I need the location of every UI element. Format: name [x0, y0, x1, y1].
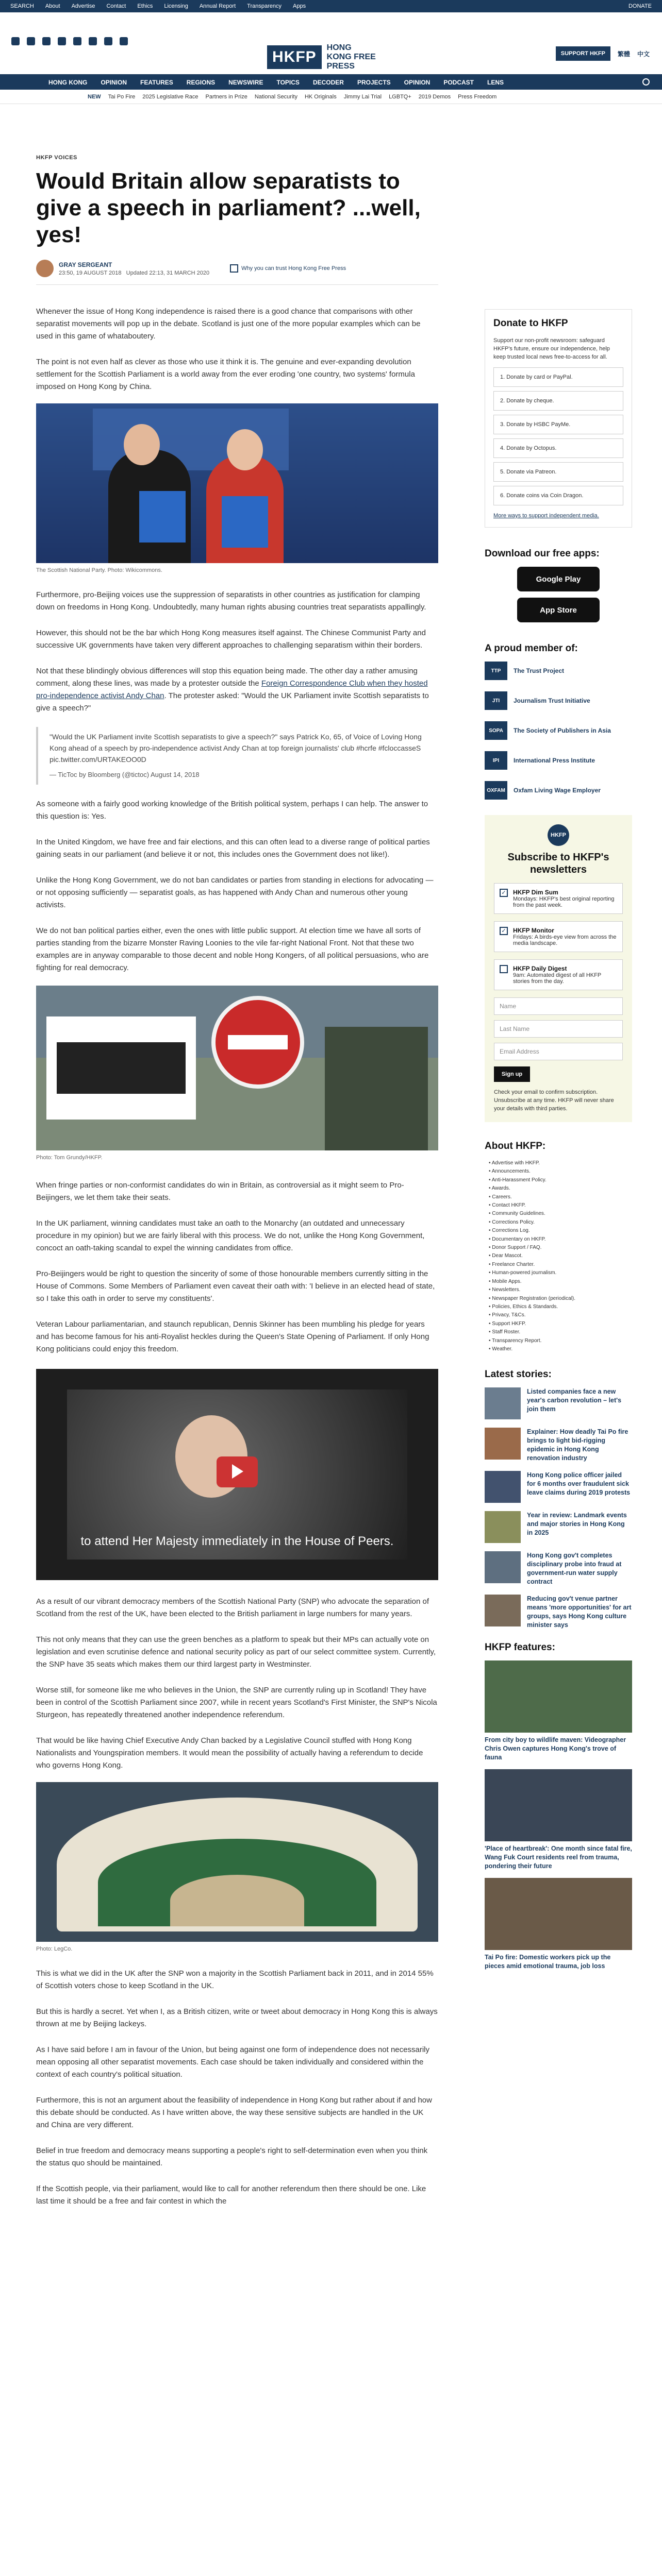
about-link[interactable]: • Careers. [489, 1194, 512, 1200]
donate-title: Donate to HKFP [493, 318, 568, 329]
paragraph: Pro-Beijingers would be right to question the sincerity of some of those honourable members currently sitting in the House of Commons. Some Members of Parliament even caveat their oath with: 'I believe in an elected head of state, so I take this oath in order to serve my constituents'. [36, 1269, 435, 1303]
feature-headline[interactable]: 'Place of heartbreak': One month since fatal fire, Wang Fuk Court residents reel from trauma, pondering their future [485, 1845, 632, 1870]
text-run: Not that these blindingly obvious differences will stop this equation being made. The other day a rather amusing comment, along these lines, was made by a protester outside the [36, 667, 418, 688]
features-widget [485, 1642, 632, 1971]
trust-icon [230, 264, 238, 273]
about-link[interactable]: • Human-powered journalism. [489, 1270, 557, 1276]
newsletter-logo: HKFP [548, 824, 569, 846]
latest-list [485, 1387, 632, 1630]
updated-date: Updated 22:13, 31 MARCH 2020 [126, 269, 210, 276]
about-link[interactable]: • Dear Mascot. [489, 1253, 523, 1259]
nav-item[interactable]: LENS [487, 79, 504, 86]
paragraph: As I have said before I am in favour of the Union, but being against one form of independence does not necessarily mean opposing all other separatist movements. Each case should be taken individually and considered within the context of each country's political situation. [36, 2045, 429, 2079]
first-name-input[interactable]: Name [494, 997, 623, 1015]
figure-legco [36, 1782, 438, 1952]
paragraph: Worse still, for someone like me who believes in the Union, the SNP are currently ruling up in Scotland! They have been in control of the Scottish Parliament since 2007, while in recent years Scotland's First Minister, the SNP's Nicola Sturgeon, has repeatedly threatened another independence referendum. [36, 1686, 437, 1719]
latest-story[interactable] [485, 1471, 632, 1503]
topbar-donate[interactable]: DONATE [628, 3, 652, 9]
paragraph: The point is not even half as clever as those who use it think it is. The genuine and ever-expanding devolution settlement for the Scottish Parliament is a world away from the ever eroding 'one country, two systems' formula imposed on Hong Kong by China. [36, 358, 415, 391]
tweet-meta[interactable]: — TicToc by Bloomberg (@tictoc) August 14, 2018 [49, 771, 200, 778]
caption: Photo: LegCo. [36, 1946, 73, 1952]
newsletter-desc: 9am: Automated digest of all HKFP stories from the day. [513, 972, 601, 985]
main-nav [0, 74, 662, 90]
language-link[interactable]: 繁體 [617, 50, 630, 58]
donate-option[interactable]: 4. Donate by Octopus. [493, 438, 623, 458]
checkbox[interactable]: ✓ [500, 927, 508, 935]
paragraph: Belief in true freedom and democracy means supporting a people's right to self-determination even when you think the status quo should be maintained. [36, 2146, 428, 2167]
trending-link[interactable]: HK Originals [304, 94, 337, 100]
story-headline[interactable]: Reducing gov't venue partner means 'more opportunities' for art groups, says Hong Kong culture minister says [527, 1595, 632, 1629]
trending-link[interactable]: National Security [254, 94, 297, 100]
member-title: A proud member of: [485, 643, 578, 654]
latest-story[interactable] [485, 1511, 632, 1543]
search-icon[interactable] [642, 78, 650, 86]
donate-option[interactable]: 3. Donate by HSBC PayMe. [493, 415, 623, 434]
features-list [485, 1660, 632, 1971]
social-icons [11, 37, 128, 45]
member-item[interactable] [485, 751, 632, 770]
tweet-text: "Would the UK Parliament invite Scottish separatists to give a speech?" says Patrick Ko, 65, of Voice of Loving Hong Kong ahead of a speech by pro-independence activist Andy Chan at top foreign journalists' club #hcrfe #fcloccasseS pic.twitter.com/URTAKEOO0D [49, 733, 422, 764]
x-icon[interactable] [27, 37, 35, 45]
about-link[interactable]: • Donor Support / FAQ. [489, 1245, 542, 1251]
trust-link[interactable] [230, 264, 346, 273]
protest-photo[interactable] [36, 986, 438, 1150]
rss-icon[interactable] [120, 37, 128, 45]
member-label: Journalism Trust Initiative [514, 697, 590, 704]
newsletter-desc: Mondays: HKFP's best original reporting from the past week. [513, 896, 615, 908]
trending-link[interactable]: Partners in Prize [205, 94, 247, 100]
topbar-link[interactable]: Advertise [71, 3, 95, 9]
newsletter-desc: Fridays: A birds-eye view from across the media landscape. [513, 934, 617, 946]
story-headline[interactable]: Explainer: How deadly Tai Po fire brings to light bid-rigging epidemic in Hong Kong renovation industry [527, 1428, 628, 1462]
member-label: Oxfam Living Wage Employer [514, 787, 601, 794]
search-link[interactable]: SEARCH [10, 3, 34, 9]
legco-photo[interactable] [36, 1782, 438, 1942]
newsletter-widget [485, 815, 632, 1122]
trending-link[interactable]: 2019 Demos [418, 94, 451, 100]
paragraph: That would be like having Chief Executive Andy Chan backed by a Legislative Council stuffed with Hong Kong Nationalists and Youngspiration members. It would mean the possibility of actually having a referendum to decide who governs Hong Kong. [36, 1736, 423, 1770]
google-play-label: Google Play [536, 574, 581, 584]
story-headline[interactable]: Hong Kong police officer jailed for 6 months over fraudulent sick leave claims during 2019 protests [527, 1471, 631, 1497]
nav-item[interactable]: REGIONS [186, 79, 216, 86]
member-item[interactable] [485, 781, 632, 800]
paragraph: Unlike the Hong Kong Government, we do not ban candidates or parties from standing in elections for advocating — or not opposing sufficiently — separatist goals, as has happened with Andy Chan and numerous other young activists. [36, 876, 434, 909]
masthead [0, 12, 662, 74]
fcc-link[interactable]: Foreign Correspondence Club when they hosted pro-independence activist Andy Chan [36, 679, 428, 700]
about-link[interactable]: • Freelance Charter. [489, 1261, 535, 1267]
story-thumbnail[interactable] [485, 1511, 521, 1543]
story-headline[interactable]: Hong Kong gov't completes disciplinary probe into fraud at government-run water supply contract [527, 1552, 622, 1586]
threads-icon[interactable] [58, 37, 66, 45]
video-embed[interactable] [36, 1369, 438, 1580]
member-item[interactable] [485, 662, 632, 680]
linkedin-icon[interactable] [89, 37, 97, 45]
paragraph: Whenever the issue of Hong Kong independence is raised there is a good chance that comparisons with other separatist movements will pop up in the debate. Scotland is just one of the more popular examples which can be used in this game of whataboutery. [36, 307, 421, 341]
apps-title: Download our free apps: [485, 548, 600, 559]
story-thumbnail[interactable] [485, 1595, 521, 1626]
story-headline[interactable]: Year in review: Landmark events and major stories in Hong Kong in 2025 [527, 1512, 627, 1537]
caption: The Scottish National Party. Photo: Wikicommons. [36, 567, 162, 573]
nav-item[interactable]: TOPICS [276, 79, 300, 86]
feature-image[interactable] [485, 1660, 632, 1733]
nav-item[interactable]: PODCAST [443, 79, 474, 86]
member-logo: SOPA [485, 721, 507, 740]
trending-link[interactable]: Jimmy Lai Trial [343, 94, 382, 100]
topbar-link[interactable]: Transparency [247, 3, 282, 9]
topbar-link[interactable]: About [45, 3, 60, 9]
feature-image[interactable] [485, 1878, 632, 1950]
latest-title: Latest stories: [485, 1369, 552, 1380]
signup-button[interactable]: Sign up [494, 1066, 530, 1082]
app-store-button[interactable] [517, 598, 600, 622]
nav-item[interactable]: FEATURES [140, 79, 173, 86]
trending-bar [0, 90, 662, 104]
feature-headline[interactable]: Tai Po fire: Domestic workers pick up the pieces amid emotional trauma, job loss [485, 1954, 611, 1970]
donate-text: Support our non-profit newsroom: safeguard HKFP's future, ensure our independence, help keep trusted local news free-to-access for all. [493, 337, 610, 360]
newsletter-name: HKFP Monitor [513, 927, 554, 934]
top-utility-bar [0, 0, 662, 12]
about-link[interactable]: • Advertise with HKFP. [489, 1160, 540, 1166]
about-link[interactable]: • Privacy, T&Cs. [489, 1312, 526, 1318]
app-store-label: App Store [540, 605, 577, 615]
paragraph: In the UK parliament, winning candidates must take an oath to the Monarchy (an outdated and unnecessary procedure in my opinion) but we are fairly liberal with this process. We do not, unlike the Hong Kong Government, concoct an oath-taking scandal to expel the winning candidates from office. [36, 1219, 425, 1252]
about-link[interactable]: • Support HKFP. [489, 1320, 526, 1327]
donate-option[interactable]: 1. Donate by card or PayPal. [493, 367, 623, 387]
donate-option[interactable]: 6. Donate coins via Coin Dragon. [493, 486, 623, 505]
latest-story[interactable] [485, 1428, 632, 1463]
member-logo: JTI [485, 691, 507, 710]
divider [36, 284, 438, 285]
about-link[interactable]: • Documentary on HKFP. [489, 1236, 546, 1242]
video-subtitle: to attend Her Majesty immediately in the House of Peers. [80, 1534, 394, 1548]
about-title: About HKFP: [485, 1141, 546, 1151]
member-logo: IPI [485, 751, 507, 770]
paragraph: As someone with a fairly good working knowledge of the British political system, perhaps I can help. The answer to this question is: Yes. [36, 800, 428, 821]
publish-date: 23:50, 19 AUGUST 2018 [59, 269, 122, 276]
about-link[interactable]: • Newsletters. [489, 1287, 521, 1293]
member-label: The Trust Project [514, 667, 565, 674]
features-title: HKFP features: [485, 1642, 555, 1653]
topbar-link[interactable]: Contact [106, 3, 126, 9]
figure-protest [36, 986, 438, 1161]
donate-widget [485, 309, 632, 528]
site-logo[interactable] [267, 43, 378, 71]
paragraph: Furthermore, this is not an argument about the feasibility of independence in Hong Kong but rather about if and how this debate should be conducted. As I have written above, the way these sensitive subjects are handled in the UK and China are very different. [36, 2096, 432, 2129]
about-link[interactable]: • Corrections Log. [489, 1228, 530, 1234]
top-links [10, 3, 306, 9]
member-logo: TTP [485, 662, 507, 680]
about-link[interactable]: • Newspaper Registration (periodical). [489, 1295, 576, 1301]
sidebar [485, 309, 632, 1978]
last-name-input[interactable]: Last Name [494, 1020, 623, 1038]
paragraph: This not only means that they can use the green benches as a platform to speak but their MPs can actually vote on legislation and even scrutinise defence and national security policy as part of our select committee system. Currently, the SNP have 35 seats which makes them our third largest party in Westminster. [36, 1635, 436, 1669]
newsletter-option[interactable] [494, 959, 623, 990]
trending-link[interactable]: 2025 Legislative Race [142, 94, 198, 100]
topbar-link[interactable]: Apps [293, 3, 306, 9]
member-logo: OXFAM [485, 781, 507, 800]
trending-link[interactable]: Press Freedom [458, 94, 497, 100]
member-label: International Press Institute [514, 757, 595, 764]
about-link[interactable]: • Anti-Harassment Policy. [489, 1177, 547, 1183]
caption: Photo: Tom Grundy/HKFP. [36, 1155, 103, 1161]
author-name[interactable]: GRAY SERGEANT [59, 261, 112, 268]
support-button[interactable]: SUPPORT HKFP [556, 46, 610, 61]
latest-story[interactable] [485, 1551, 632, 1586]
instagram-icon[interactable] [42, 37, 51, 45]
story-thumbnail[interactable] [485, 1387, 521, 1419]
video-player[interactable] [36, 1369, 438, 1580]
nav-item[interactable]: NEWSWIRE [228, 79, 263, 86]
newsletter-name: HKFP Daily Digest [513, 965, 567, 972]
about-widget [485, 1141, 632, 1353]
story-thumbnail[interactable] [485, 1428, 521, 1460]
article [36, 155, 438, 2208]
paragraph: As a result of our vibrant democracy members of the Scottish National Party (SNP) who advocate the separation of Scotland from the rest of the UK, have been elected to the British parliament in large numbers for many years. [36, 1597, 429, 1618]
member-item[interactable] [485, 691, 632, 710]
feature-story[interactable] [485, 1769, 632, 1871]
donate-option[interactable]: 5. Donate via Patreon. [493, 462, 623, 482]
trending-link[interactable]: LGBTQ+ [389, 94, 411, 100]
topbar-link[interactable]: Ethics [137, 3, 153, 9]
masthead-actions [556, 46, 650, 61]
paragraph: In the United Kingdom, we have free and fair elections, and this can often lead to a diverse range of political parties gaining seats in our parliament (and believe it or not, this includes ones the Government does not like!). [36, 838, 430, 859]
story-thumbnail[interactable] [485, 1471, 521, 1503]
feature-headline[interactable]: From city boy to wildlife maven: Videographer Chris Owen captures Hong Kong's trove of fauna [485, 1736, 626, 1761]
story-headline[interactable]: Listed companies face a new year's carbon revolution – let's join them [527, 1388, 622, 1413]
newsletter-title: Subscribe to HKFP's newsletters [507, 852, 609, 875]
trending-link[interactable]: Tai Po Fire [108, 94, 136, 100]
about-link[interactable]: • Weather. [489, 1346, 513, 1352]
about-link[interactable]: • Mobile Apps. [489, 1278, 522, 1284]
facebook-icon[interactable] [11, 37, 20, 45]
about-links [485, 1159, 632, 1353]
telegram-icon[interactable] [104, 37, 112, 45]
snp-photo[interactable] [36, 403, 438, 563]
topbar-link[interactable]: Annual Report [199, 3, 236, 9]
google-play-button[interactable] [517, 567, 600, 591]
topbar-link[interactable]: Licensing [164, 3, 188, 9]
feature-story[interactable] [485, 1878, 632, 1971]
paragraph: But this is hardly a secret. Yet when I, as a British citizen, write or tweet about democracy in Hong Kong this is always thrown at me by Beijing lackeys. [36, 2007, 438, 2028]
nav-item[interactable]: OPINION [404, 79, 431, 86]
newsletter-name: HKFP Dim Sum [513, 889, 558, 896]
logo-text: HONG KONG FREE PRESS [326, 43, 376, 71]
byline [36, 260, 438, 277]
newsletter-option[interactable] [494, 921, 623, 952]
latest-story[interactable] [485, 1595, 632, 1630]
paragraph: We do not ban political parties either, even the ones with little public support. At election time we have all sorts of parties standing from the bizarre Monster Raving Loonies to the vile far-right National Front. Not that these two examples are in anyway comparable to those decent and noble Hong Kongers, of all political persuasions, who are fighting for real democracy. [36, 926, 429, 972]
donate-option[interactable]: 2. Donate by cheque. [493, 391, 623, 411]
newsletter-note: Check your email to confirm subscription. Unsubscribe at any time. HKFP will never share your details with third parties. [494, 1089, 614, 1112]
feature-story[interactable] [485, 1660, 632, 1762]
avatar[interactable] [36, 260, 54, 277]
text-run: . The protester asked: "Would the UK Parliament invite Scottish separatists to give a speech?" [36, 691, 429, 713]
paragraph: When fringe parties or non-conformist candidates do win in Britain, as controversial as it might seem to Pro-Beijingers, we let them take their seats. [36, 1181, 404, 1202]
about-link[interactable]: • Community Guidelines. [489, 1211, 545, 1217]
trust-link-label: Why you can trust Hong Kong Free Press [241, 265, 346, 272]
page-title: Would Britain allow separatists to give a speech in parliament? ...well, yes! [36, 168, 421, 247]
about-link[interactable]: • Transparency Report. [489, 1337, 542, 1344]
paragraph: This is what we did in the UK after the SNP won a majority in the Scottish Parliament back in 2011, and in 2014 55% of Scottish voters chose to keep Scotland in the UK. [36, 1969, 434, 1990]
article-kicker[interactable]: HKFP VOICES [36, 155, 77, 161]
membership-widget [485, 643, 632, 800]
email-input[interactable]: Email Address [494, 1043, 623, 1060]
language-link-alt[interactable]: 中文 [637, 50, 650, 58]
checkbox[interactable] [500, 965, 508, 973]
feature-image[interactable] [485, 1769, 632, 1841]
about-link[interactable]: • Announcements. [489, 1168, 531, 1175]
paragraph: Veteran Labour parliamentarian, and staunch republican, Dennis Skinner has been mumbling his pledge for years and has become famous for his anti-Royalist heckles during the Queen's State Opening of Parliament. If only Hong Kong politicians could enjoy this freedom. [36, 1320, 429, 1353]
checkbox[interactable]: ✓ [500, 889, 508, 897]
nav-item[interactable]: DECODER [312, 79, 344, 86]
paragraph: If the Scottish people, via their parliament, would like to call for another referendum then there should be one. Like last time it should be a free and fair contest in which the [36, 2184, 426, 2206]
latest-widget [485, 1369, 632, 1630]
nav-item[interactable]: PROJECTS [357, 79, 391, 86]
about-link[interactable]: • Corrections Policy. [489, 1219, 535, 1225]
nav-item[interactable]: OPINION [101, 79, 127, 86]
story-thumbnail[interactable] [485, 1551, 521, 1583]
newsletter-option[interactable] [494, 883, 623, 914]
youtube-icon[interactable] [73, 37, 81, 45]
logo-mark: HKFP [267, 45, 322, 69]
latest-story[interactable] [485, 1387, 632, 1419]
member-item[interactable] [485, 721, 632, 740]
paragraph [36, 665, 438, 715]
about-link[interactable]: • Policies, Ethics & Standards. [489, 1303, 558, 1310]
new-label: NEW [88, 94, 101, 100]
nav-item[interactable]: HONG KONG [48, 79, 88, 86]
about-link[interactable]: • Contact HKFP. [489, 1202, 526, 1209]
paragraph: However, this should not be the bar which Hong Kong measures itself against. The Chinese Communist Party and successive UK governments have taken very different approaches to challenging separatism within their borders. [36, 629, 426, 650]
apps-widget [485, 548, 632, 622]
figure-snp [36, 403, 438, 573]
about-link[interactable]: • Awards. [489, 1185, 510, 1192]
embedded-tweet [36, 727, 438, 785]
more-ways-link[interactable]: More ways to support independent media. [493, 513, 599, 519]
about-link[interactable]: • Staff Roster. [489, 1329, 521, 1335]
member-label: The Society of Publishers in Asia [514, 727, 611, 734]
paragraph: Furthermore, pro-Beijing voices use the suppression of separatists in other countries as justification for clamping down on freedoms in Hong Kong. Undoubtedly, many human rights abusing countries treat separatists appallingly. [36, 590, 426, 612]
